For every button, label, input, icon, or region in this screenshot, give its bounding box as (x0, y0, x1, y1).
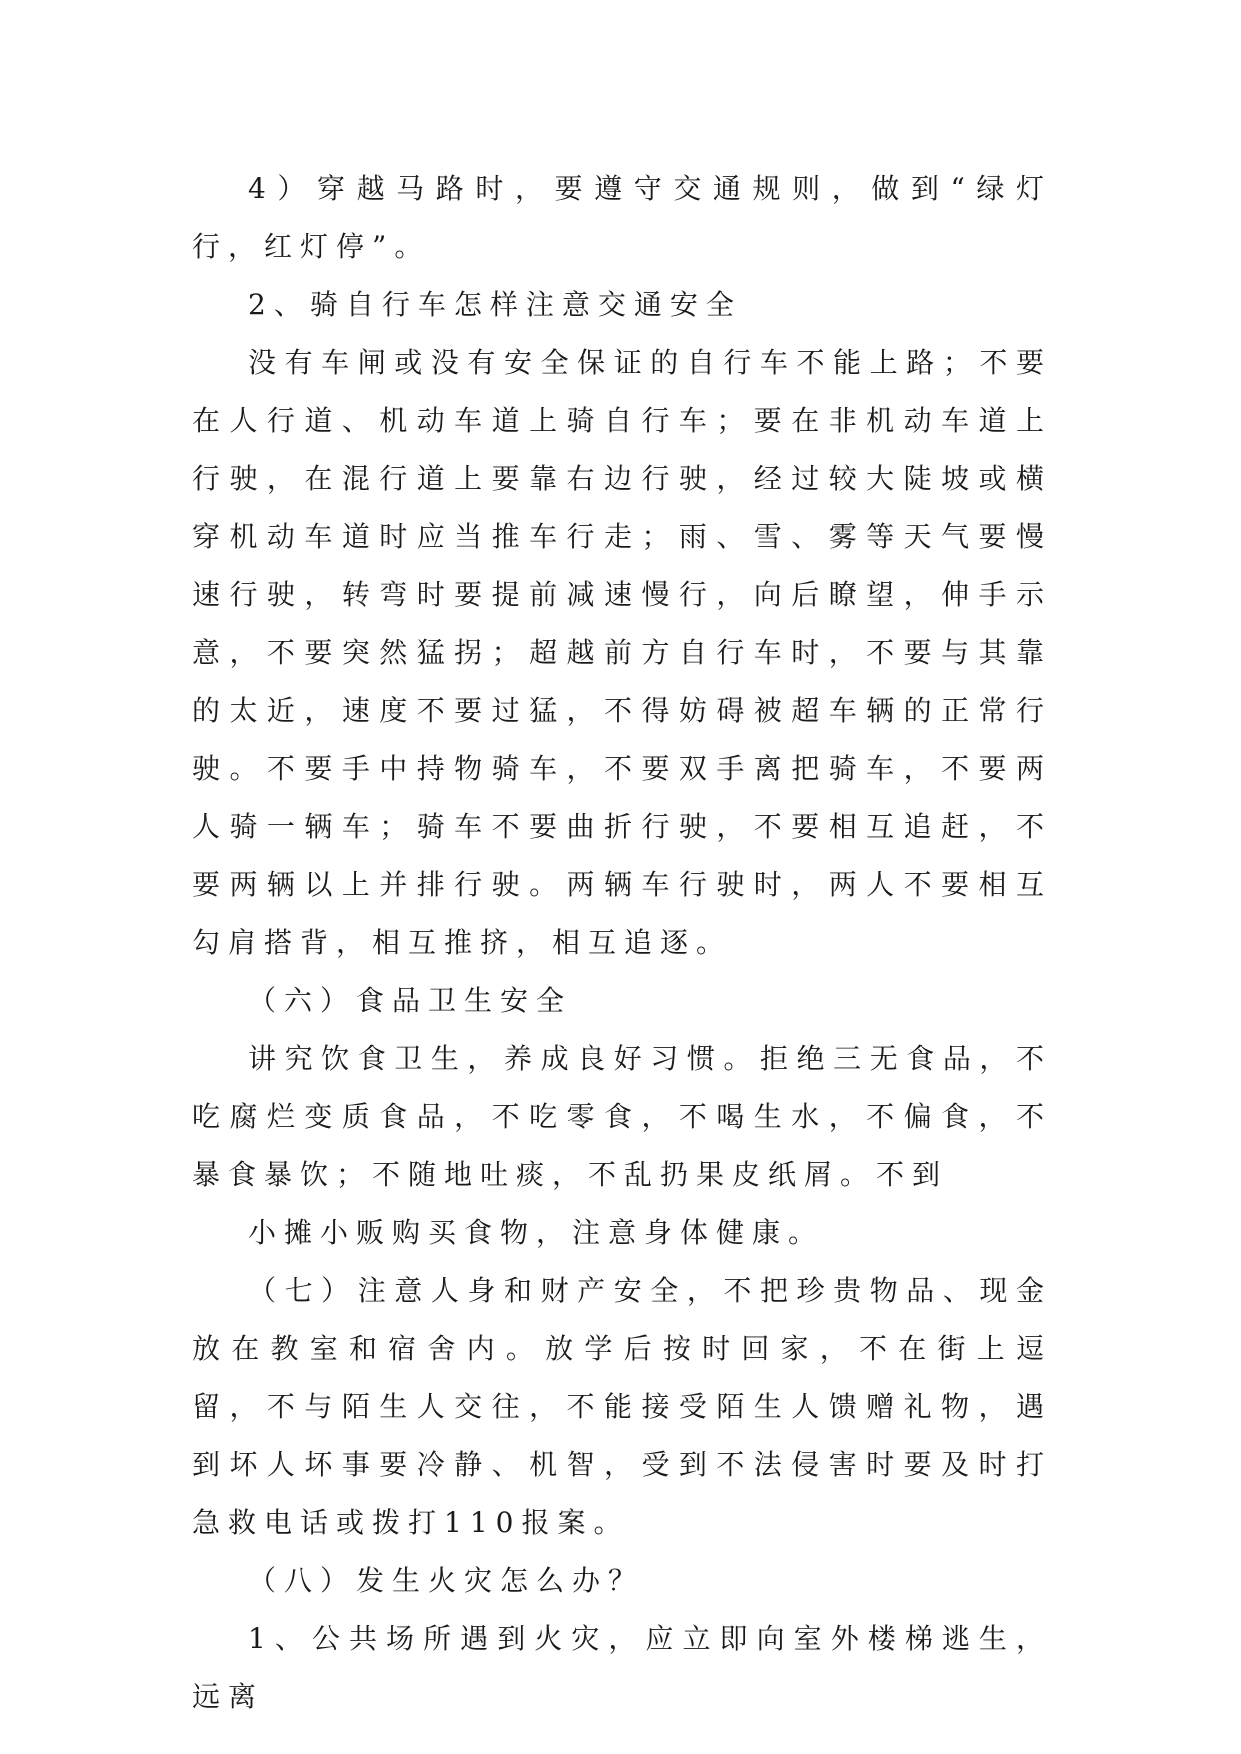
paragraph-personal-property-safety: （七）注意人身和财产安全，不把珍贵物品、现金放在教室和宿舍内。放学后按时回家，不在街上逗留，不与陌生人交往，不能接受陌生人馈赠礼物，遇到坏人坏事要冷静、机智，受到不法侵害时要及时打急救电话或拨打110报案。 (192, 1274, 1052, 1539)
heading-fire-safety: （八）发生火灾怎么办？ (248, 1564, 645, 1597)
heading-bicycle-safety: 2、骑自行车怎样注意交通安全 (248, 288, 742, 321)
document-body (192, 160, 1052, 1726)
paragraph-public-fire-escape: 1、公共场所遇到火灾，应立即向室外楼梯逃生，远离 (192, 1622, 1052, 1713)
paragraph-crossing-road: 4）穿越马路时，要遵守交通规则，做到“绿灯行，红灯停”。 (192, 172, 1052, 263)
paragraph-street-vendors: 小摊小贩购买食物，注意身体健康。 (248, 1216, 825, 1249)
heading-food-safety: （六）食品卫生安全 (248, 984, 573, 1017)
paragraph-food-hygiene: 讲究饮食卫生，养成良好习惯。拒绝三无食品，不吃腐烂变质食品，不吃零食，不喝生水，不偏食，不暴食暴饮；不随地吐痰，不乱扔果皮纸屑。不到 (192, 1042, 1052, 1191)
paragraph-bicycle-rules: 没有车闸或没有安全保证的自行车不能上路；不要在人行道、机动车道上骑自行车；要在非机动车道上行驶，在混行道上要靠右边行驶，经过较大陡坡或横穿机动车道时应当推车行走；雨、雪、雾等天气要慢速行驶，转弯时要提前减速慢行，向后瞭望，伸手示意，不要突然猛拐；超越前方自行车时，不要与其靠的太近，速度不要过猛，不得妨碍被超车辆的正常行驶。不要手中持物骑车，不要双手离把骑车，不要两人骑一辆车；骑车不要曲折行驶，不要相互追赶，不要两辆以上并排行驶。两辆车行驶时，两人不要相互勾肩搭背，相互推挤，相互追逐。 (192, 346, 1052, 959)
